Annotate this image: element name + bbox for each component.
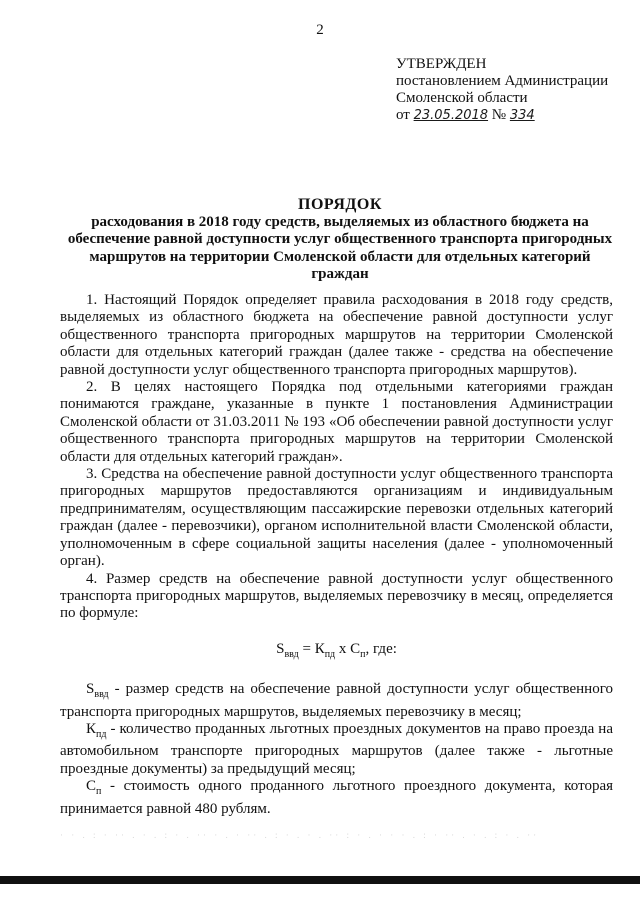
page-number: 2 bbox=[316, 22, 324, 38]
formula-s-sub: ввд bbox=[284, 648, 299, 660]
approval-line-2: Смоленской области bbox=[396, 90, 528, 106]
approval-date-line bbox=[396, 107, 632, 124]
def-symbol: К bbox=[86, 720, 97, 737]
def-sub: п bbox=[96, 786, 102, 798]
document-body bbox=[60, 292, 613, 818]
formula-c-sub: п bbox=[360, 648, 366, 660]
def-sub: ввд bbox=[94, 689, 109, 701]
def-symbol: С bbox=[86, 778, 97, 795]
definition-k bbox=[60, 721, 613, 778]
paragraph-3: 3. Средства на обеспечение равной доступности услуг общественного транспорта пригородных маршрутов предоставляются организациям и индивидуальным предпринимателям, осуществляющим пассажирские перевозки отдельных категорий граждан (далее - перевозчики), органом исполнительной власти Смоленской области, уполномоченным в сфере социальной защиты населения (далее - уполномоченный орган). bbox=[60, 466, 613, 570]
formula-times: x С bbox=[335, 640, 361, 657]
def-text: - количество проданных льготных проездных документов на право проезда на автомобильном транспорте пригородных маршрутов (далее также - льготные проездные документы) за предыдущий месяц; bbox=[60, 720, 613, 777]
def-symbol: S bbox=[86, 681, 95, 698]
def-sub: пд bbox=[96, 728, 107, 740]
paragraph-4: 4. Размер средств на обеспечение равной доступности услуг общественного транспорта пригородных маршрутов, выделяемых перевозчику в месяц, определяется по формуле: bbox=[60, 570, 613, 622]
approval-title: УТВЕРЖДЕН bbox=[396, 56, 487, 72]
approval-line-1: постановлением Администрации bbox=[396, 73, 609, 89]
def-text: - стоимость одного проданного льготного проездного документа, которая принимается равной 480 рублям. bbox=[60, 778, 613, 817]
paragraph-1: 1. Настоящий Порядок определяет правила расходования в 2018 году средств, выделяемых из областного бюджета на обеспечение равной доступности услуг общественного транспорта пригородных маршрутов на территории Смоленской области для отдельных категорий граждан (далее также - средства на обеспечение равной доступности услуг общественного транспорта пригородных маршрутов). bbox=[60, 292, 613, 378]
title-main: ПОРЯДОК bbox=[298, 196, 382, 213]
approval-date: 23.05.2018 bbox=[413, 108, 489, 123]
definition-c bbox=[60, 778, 613, 818]
number-prefix: № bbox=[491, 107, 507, 123]
approval-stamp bbox=[396, 56, 632, 124]
scan-artifact: · · . : · ·· . · . : · . ·· · . · ·· . : · . · . ·· : · . · · · . : · ·· . · . : · . ·· bbox=[60, 830, 540, 840]
formula bbox=[60, 641, 613, 663]
formula-s: S bbox=[276, 640, 285, 657]
formula-k-sub: пд bbox=[324, 648, 336, 660]
def-text: - размер средств на обеспечение равной доступности услуг общественного транспорта пригородных маршрутов, выделяемых перевозчику в месяц; bbox=[60, 681, 613, 720]
document-title bbox=[60, 196, 620, 284]
definition-s bbox=[60, 681, 613, 721]
formula-eq: = К bbox=[298, 640, 325, 657]
paragraph-2: 2. В целях настоящего Порядка под отдельными категориями граждан понимаются граждане, указанные в пункте 1 постановления Администрации Смоленской области от 31.03.2011 № 193 «Об обеспечении равной доступности услуг общественного транспорта пригородных маршрутов на территории Смоленской области для отдельных категорий граждан». bbox=[60, 379, 613, 465]
date-prefix: от bbox=[396, 107, 410, 123]
approval-number: 334 bbox=[509, 108, 535, 123]
title-subtitle: расходования в 2018 году средств, выделяемых из областного бюджета на обеспечение равной доступности услуг общественного транспорта пригородных маршрутов на территории Смоленской области для отдельных категорий граждан bbox=[67, 213, 613, 282]
scan-bottom-edge bbox=[0, 876, 640, 884]
formula-tail: , где: bbox=[365, 640, 397, 657]
